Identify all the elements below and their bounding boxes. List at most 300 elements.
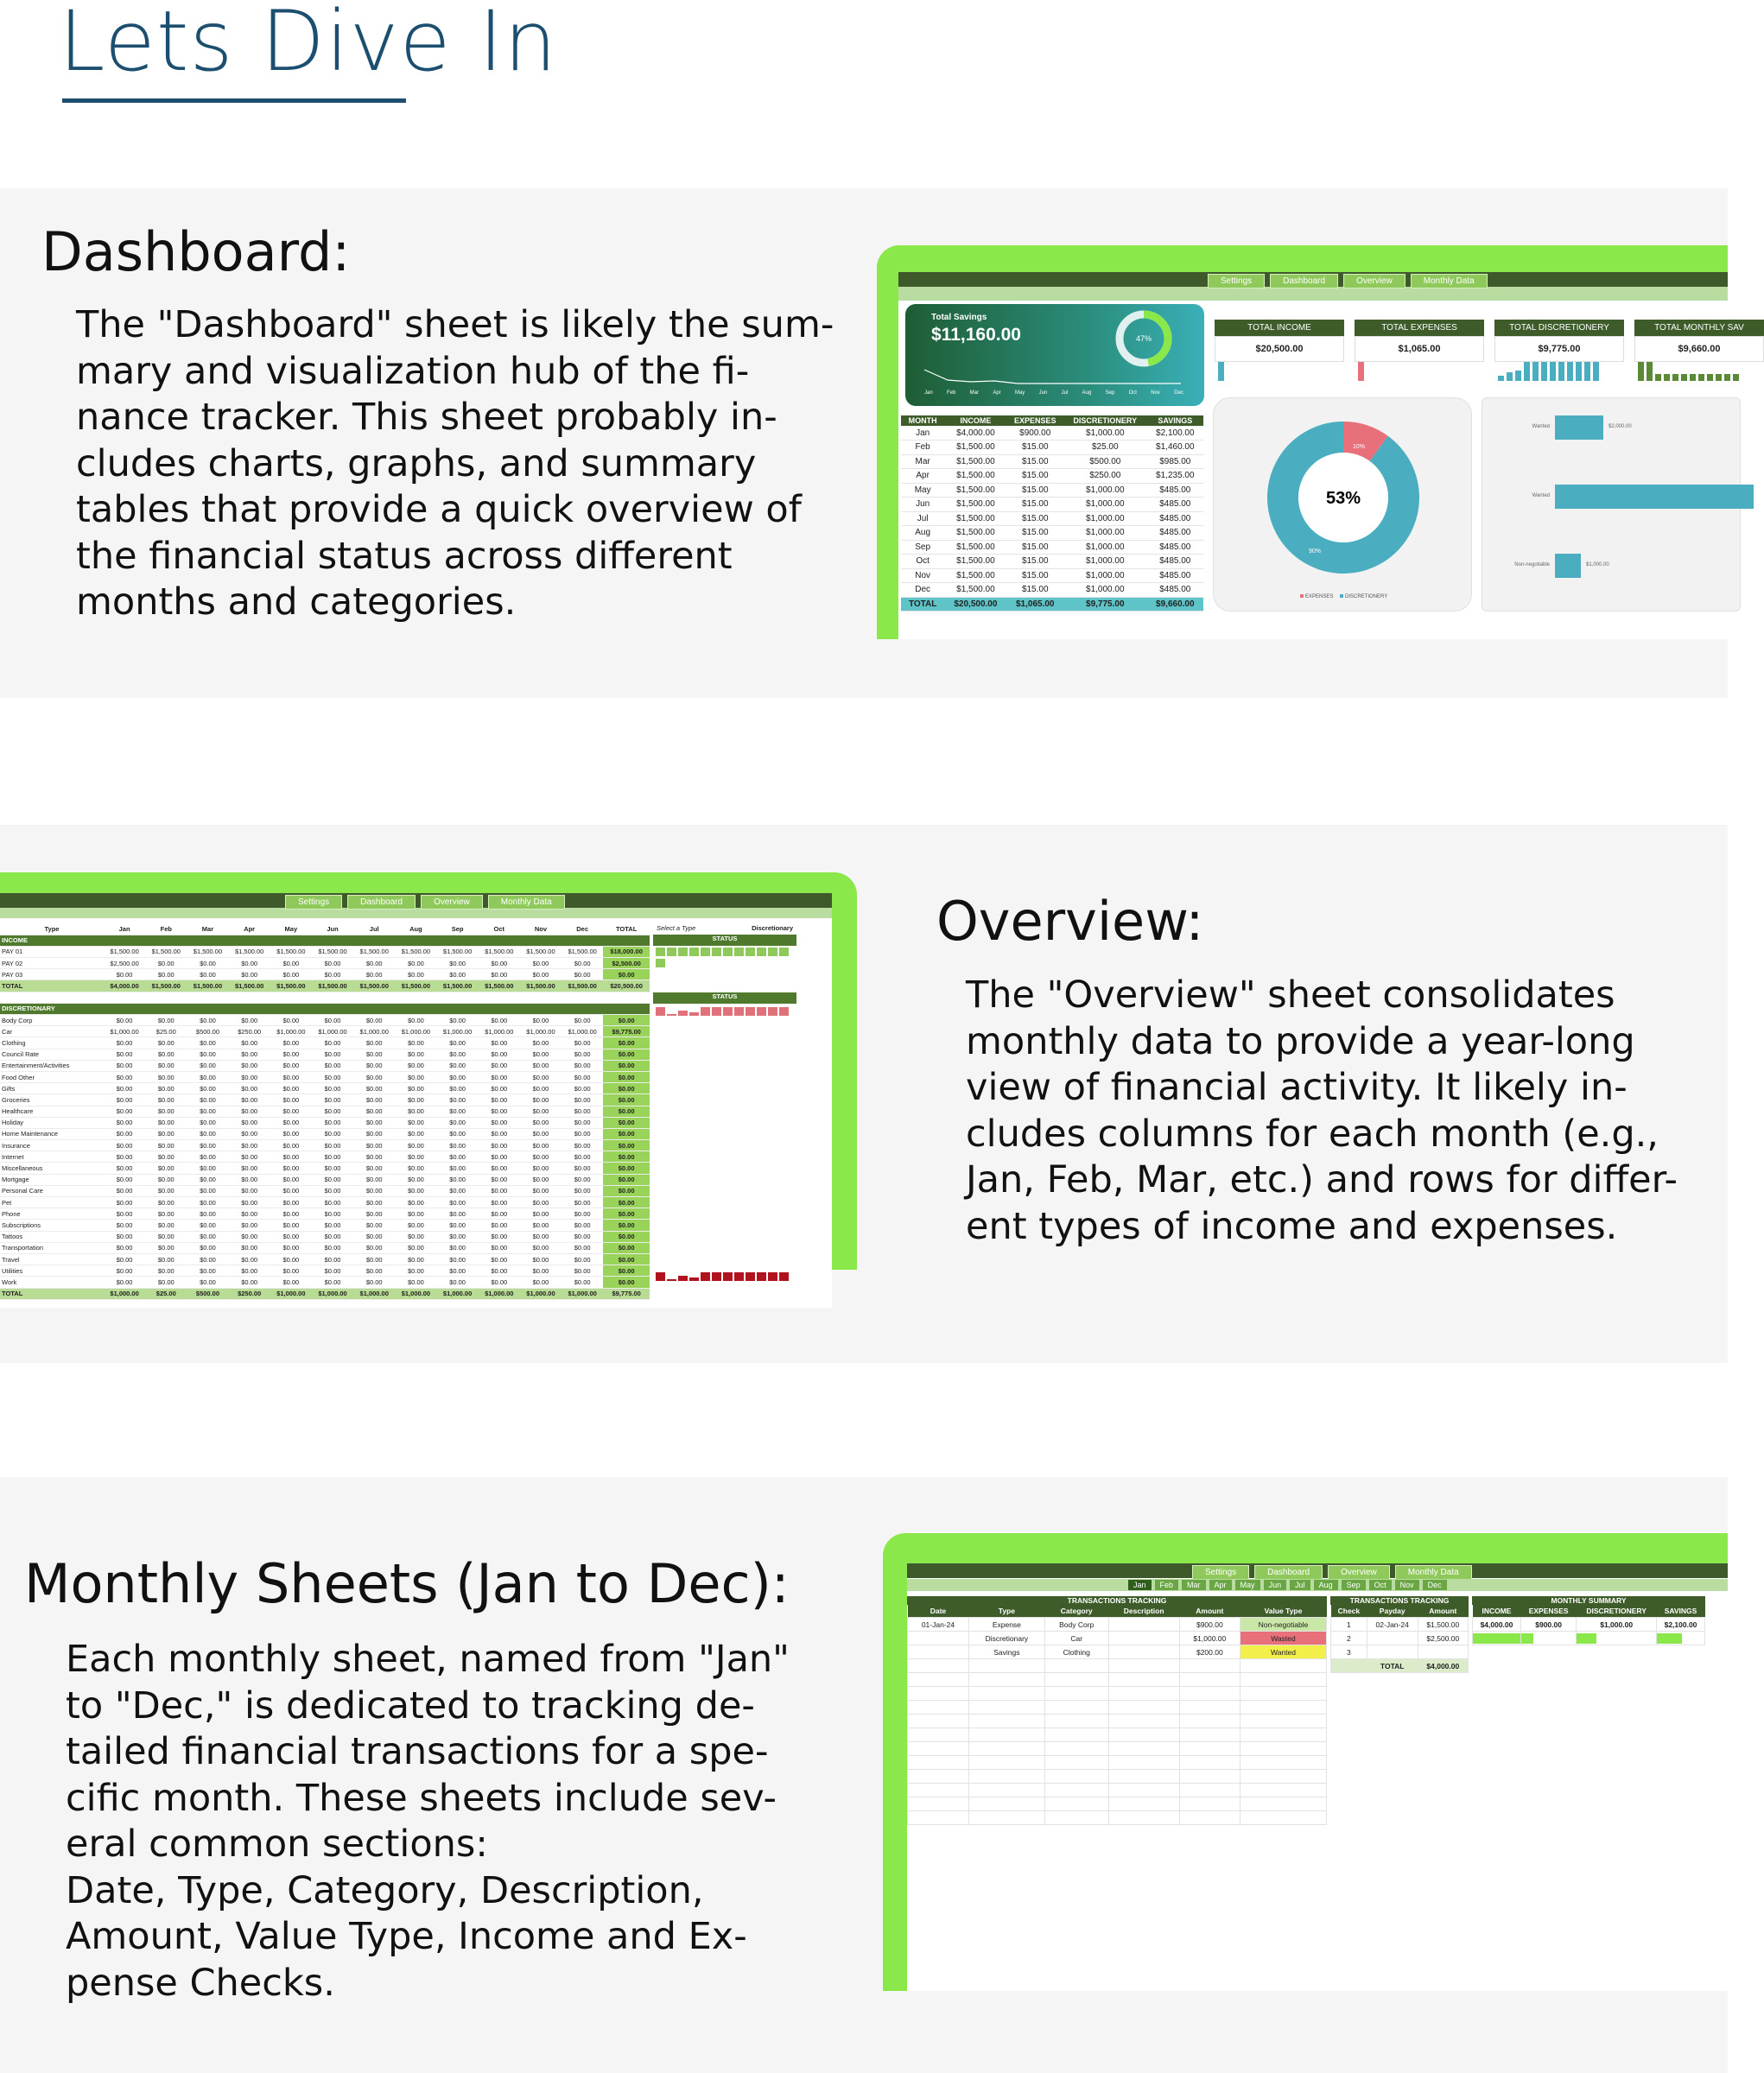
table-cell: $0.00 — [104, 1140, 145, 1151]
table-cell: $1,000.00 — [270, 1026, 312, 1037]
table-cell: $0.00 — [603, 1128, 650, 1139]
table-cell: $985.00 — [1147, 454, 1203, 469]
table-cell[interactable]: $4,000.00 — [1473, 1618, 1521, 1632]
table-cell: $0.00 — [104, 1242, 145, 1253]
empty-cell[interactable] — [1240, 1784, 1326, 1797]
empty-cell[interactable] — [1108, 1797, 1179, 1811]
select-type-value[interactable]: Discretionary — [752, 924, 793, 932]
table-cell: $0.00 — [145, 1117, 187, 1128]
section-label: DISCRETIONARY — [0, 1003, 104, 1014]
table-cell: $0.00 — [479, 1265, 520, 1277]
page-title: Lets Dive In — [59, 0, 558, 90]
legend-swatch — [1300, 594, 1304, 598]
table-cell: $0.00 — [270, 1049, 312, 1060]
table-cell: $0.00 — [603, 1049, 650, 1060]
table-cell[interactable]: 01-Jan-24 — [908, 1618, 969, 1632]
table-cell: $0.00 — [270, 969, 312, 980]
table-cell: $18,000.00 — [603, 946, 650, 957]
nav-tab-monthly-data[interactable]: Monthly Data — [1395, 1565, 1472, 1580]
empty-cell[interactable] — [1240, 1701, 1326, 1715]
table-cell: $0.00 — [479, 1174, 520, 1185]
table-cell: $0.00 — [270, 1151, 312, 1163]
empty-cell[interactable] — [908, 1742, 969, 1756]
table-cell: $0.00 — [229, 1277, 270, 1288]
table-cell: $0.00 — [270, 1015, 312, 1026]
table-cell[interactable]: 1 — [1331, 1618, 1367, 1632]
month-tab-sep[interactable]: Sep — [1342, 1580, 1366, 1590]
table-cell: $15.00 — [1007, 540, 1063, 555]
table-cell: $1,500.00 — [944, 568, 1006, 583]
empty-cell[interactable] — [1179, 1715, 1240, 1728]
nav-tab-overview[interactable]: Overview — [1328, 1565, 1390, 1580]
table-cell: $9,775.00 — [603, 1026, 650, 1037]
mini-bar — [1576, 362, 1582, 381]
table-cell[interactable]: 02-Jan-24 — [1367, 1618, 1418, 1632]
month-tab-jun[interactable]: Jun — [1264, 1580, 1287, 1590]
empty-row — [908, 1756, 1327, 1770]
empty-cell[interactable] — [908, 1784, 969, 1797]
table-cell: $0.00 — [395, 1037, 436, 1049]
row-label: Pet — [0, 1197, 104, 1208]
empty-cell[interactable] — [908, 1728, 969, 1742]
empty-cell[interactable] — [968, 1811, 1044, 1825]
table-cell[interactable]: Discretionary — [968, 1632, 1044, 1645]
table-cell: $1,000.00 — [395, 1026, 436, 1037]
table-cell: $20,500.00 — [603, 980, 650, 992]
row-label: Body Corp — [0, 1015, 104, 1026]
paragraph-line: Date, Type, Category, Description, — [66, 1868, 704, 1912]
table-cell[interactable]: Wasted — [1240, 1632, 1326, 1645]
empty-cell[interactable] — [1108, 1687, 1179, 1701]
month-tick: May — [1014, 390, 1025, 396]
table-cell[interactable]: Body Corp — [1044, 1618, 1108, 1632]
table-cell: $0.00 — [603, 1163, 650, 1174]
empty-cell[interactable] — [1179, 1742, 1240, 1756]
table-cell: $0.00 — [229, 1071, 270, 1082]
paragraph-line: cific month. These sheets include sev- — [66, 1776, 777, 1820]
empty-cell[interactable] — [1044, 1811, 1108, 1825]
table-cell: $0.00 — [437, 1208, 479, 1220]
table-cell: $0.00 — [229, 1037, 270, 1049]
paragraph-line: the financial status across different — [76, 534, 733, 578]
empty-cell[interactable] — [1108, 1784, 1179, 1797]
table-cell: $2,500.00 — [104, 958, 145, 969]
empty-cell[interactable] — [1240, 1687, 1326, 1701]
overview-screenshot — [0, 893, 832, 1308]
empty-cell[interactable] — [1240, 1770, 1326, 1784]
table-cell[interactable]: 2 — [1331, 1632, 1367, 1645]
table-cell: $0.00 — [437, 958, 479, 969]
empty-cell[interactable] — [1044, 1659, 1108, 1673]
empty-cell[interactable] — [908, 1687, 969, 1701]
table-cell: $0.00 — [562, 1253, 603, 1265]
empty-cell[interactable] — [1179, 1756, 1240, 1770]
row-label: Subscriptions — [0, 1220, 104, 1231]
month-tab-oct[interactable]: Oct — [1369, 1580, 1392, 1590]
empty-cell[interactable] — [908, 1673, 969, 1687]
table-cell: $0.00 — [187, 1151, 228, 1163]
table-cell: $500.00 — [187, 1026, 228, 1037]
table-cell: $0.00 — [312, 1071, 353, 1082]
month-tab-aug[interactable]: Aug — [1314, 1580, 1338, 1590]
table-cell: $0.00 — [353, 1083, 395, 1094]
nav-tab-dashboard[interactable]: Dashboard — [1254, 1565, 1323, 1580]
row-label: Phone — [0, 1208, 104, 1220]
empty-cell[interactable] — [968, 1784, 1044, 1797]
table-cell: $0.00 — [395, 1253, 436, 1265]
table-cell: $0.00 — [270, 1197, 312, 1208]
table-cell: $0.00 — [479, 1253, 520, 1265]
month-tab-dec[interactable]: Dec — [1423, 1580, 1447, 1590]
kpi-card — [1215, 320, 1344, 383]
table-cell[interactable]: Car — [1044, 1632, 1108, 1645]
table-cell: $0.00 — [312, 1197, 353, 1208]
table-cell: $0.00 — [229, 1151, 270, 1163]
empty-cell[interactable] — [1044, 1784, 1108, 1797]
empty-cell[interactable] — [908, 1756, 969, 1770]
table-cell: $0.00 — [395, 1220, 436, 1231]
status-mark — [757, 948, 766, 956]
table-row — [901, 555, 1203, 569]
row-label: Entertainment/Activities — [0, 1060, 104, 1071]
discretionary-row — [0, 1106, 650, 1117]
empty-cell[interactable] — [908, 1715, 969, 1728]
table-cell[interactable] — [1418, 1645, 1468, 1659]
table-cell: $1,000.00 — [312, 1288, 353, 1299]
table-cell: $0.00 — [479, 1208, 520, 1220]
table-cell: $4,000.00 — [104, 980, 145, 992]
table-cell: $0.00 — [353, 1117, 395, 1128]
nav-tab-settings[interactable]: Settings — [1192, 1565, 1249, 1580]
table-cell: $0.00 — [479, 1060, 520, 1071]
kpi-value: $1,065.00 — [1355, 336, 1484, 362]
table-cell: $2,500.00 — [603, 958, 650, 969]
mini-bar — [1655, 374, 1661, 381]
status-panel — [653, 923, 796, 1282]
table-cell[interactable]: $1,000.00 — [1179, 1632, 1240, 1645]
discretionary-row — [0, 1128, 650, 1139]
row-label: Transportation — [0, 1242, 104, 1253]
overview-description — [966, 973, 1678, 1250]
table-cell[interactable] — [908, 1645, 969, 1659]
table-cell[interactable] — [1367, 1632, 1418, 1645]
empty-cell[interactable] — [1108, 1811, 1179, 1825]
empty-cell[interactable] — [908, 1659, 969, 1673]
table-cell: $0.00 — [437, 1185, 479, 1196]
bar-label: Non-negotiable — [1514, 562, 1550, 567]
transactions-block — [907, 1596, 1327, 1825]
month-tab-may[interactable]: May — [1235, 1580, 1260, 1590]
discretionary-row — [0, 1277, 650, 1288]
nav-tab-monthly-data[interactable]: Monthly Data — [1411, 274, 1488, 288]
status-mark — [667, 1014, 676, 1016]
empty-cell[interactable] — [1108, 1770, 1179, 1784]
table-cell: $1,500.00 — [312, 946, 353, 957]
table-cell: $0.00 — [520, 1049, 562, 1060]
empty-cell[interactable] — [908, 1701, 969, 1715]
status-mark — [678, 1276, 688, 1281]
empty-row — [908, 1728, 1327, 1742]
table-cell: $0.00 — [104, 1197, 145, 1208]
empty-cell[interactable] — [1179, 1659, 1240, 1673]
row-label: TOTAL — [0, 980, 104, 992]
table-cell: $1,000.00 — [104, 1026, 145, 1037]
table-cell: $0.00 — [353, 1253, 395, 1265]
empty-cell[interactable] — [968, 1673, 1044, 1687]
savings-ring — [1113, 307, 1175, 370]
table-cell: Dec — [901, 583, 944, 598]
nav-tab-overview[interactable]: Overview — [1343, 274, 1405, 288]
table-cell: $0.00 — [520, 1242, 562, 1253]
table-cell[interactable]: Savings — [968, 1645, 1044, 1659]
row-label: PAY 03 — [0, 969, 104, 980]
overview-table — [0, 923, 650, 1300]
empty-cell[interactable] — [968, 1728, 1044, 1742]
empty-cell[interactable] — [1179, 1728, 1240, 1742]
table-cell: $0.00 — [353, 969, 395, 980]
table-cell[interactable] — [1108, 1645, 1179, 1659]
mini-bar — [1507, 372, 1513, 381]
status-mark — [689, 1012, 699, 1016]
table-cell: $1,000.00 — [1063, 540, 1147, 555]
empty-cell[interactable] — [1179, 1811, 1240, 1825]
kpi-value: $9,660.00 — [1634, 336, 1764, 362]
table-cell[interactable]: Wanted — [1240, 1645, 1326, 1659]
table-cell: $1,500.00 — [104, 946, 145, 957]
empty-cell[interactable] — [1240, 1742, 1326, 1756]
section-label: INCOME — [0, 935, 104, 946]
table-cell: $9,775.00 — [603, 1288, 650, 1299]
empty-cell[interactable] — [908, 1811, 969, 1825]
table-cell: $0.00 — [187, 1060, 228, 1071]
empty-cell[interactable] — [1240, 1673, 1326, 1687]
empty-cell[interactable] — [1240, 1728, 1326, 1742]
table-cell: $0.00 — [437, 1071, 479, 1082]
dashboard-heading: Dashboard: — [41, 220, 351, 283]
status-mark — [734, 1007, 744, 1016]
status-mark — [678, 1011, 688, 1016]
empty-cell[interactable] — [1240, 1811, 1326, 1825]
empty-cell[interactable] — [1179, 1797, 1240, 1811]
empty-cell[interactable] — [1108, 1728, 1179, 1742]
table-cell: $0.00 — [395, 1083, 436, 1094]
table-cell[interactable]: $1,500.00 — [1418, 1618, 1468, 1632]
empty-cell[interactable] — [1044, 1715, 1108, 1728]
table-cell[interactable]: Clothing — [1044, 1645, 1108, 1659]
table-cell: $0.00 — [562, 1117, 603, 1128]
table-cell: $1,500.00 — [229, 946, 270, 957]
monthly-summary-table — [1472, 1605, 1705, 1645]
table-cell: $0.00 — [229, 1106, 270, 1117]
empty-cell[interactable] — [908, 1770, 969, 1784]
table-cell: $0.00 — [187, 1015, 228, 1026]
table-cell[interactable]: $200.00 — [1179, 1645, 1240, 1659]
mini-bar — [1733, 374, 1739, 381]
nav-tab-monthly-data[interactable]: Monthly Data — [488, 895, 565, 910]
empty-cell[interactable] — [1044, 1770, 1108, 1784]
discretionary-row — [0, 1220, 650, 1231]
empty-cell[interactable] — [1044, 1701, 1108, 1715]
table-cell: $0.00 — [520, 1220, 562, 1231]
table-cell: $0.00 — [562, 1174, 603, 1185]
empty-cell[interactable] — [1240, 1659, 1326, 1673]
empty-cell[interactable] — [1108, 1715, 1179, 1728]
month-tab-apr[interactable]: Apr — [1209, 1580, 1232, 1590]
table-cell: Mar — [901, 454, 944, 469]
month-tab-feb[interactable]: Feb — [1155, 1580, 1179, 1590]
table-cell: $0.00 — [187, 1231, 228, 1242]
table-cell: $0.00 — [270, 1071, 312, 1082]
table-cell: $15.00 — [1007, 511, 1063, 526]
table-cell[interactable]: $1,000.00 — [1577, 1618, 1657, 1632]
empty-cell[interactable] — [1044, 1756, 1108, 1770]
empty-cell[interactable] — [968, 1756, 1044, 1770]
column-header: Payday — [1367, 1605, 1418, 1618]
table-cell: $0.00 — [353, 958, 395, 969]
empty-cell[interactable] — [968, 1701, 1044, 1715]
table-cell[interactable]: $2,100.00 — [1657, 1618, 1705, 1632]
nav-tab-settings[interactable]: Settings — [1208, 274, 1265, 288]
table-cell: $0.00 — [395, 1231, 436, 1242]
nav-tab-settings[interactable]: Settings — [285, 895, 342, 910]
empty-cell[interactable] — [968, 1770, 1044, 1784]
table-cell[interactable]: $2,500.00 — [1418, 1632, 1468, 1645]
table-cell: $0.00 — [145, 1094, 187, 1106]
empty-cell[interactable] — [1108, 1756, 1179, 1770]
table-cell: $0.00 — [104, 1208, 145, 1220]
status-mark — [746, 1007, 755, 1016]
empty-cell[interactable] — [1044, 1742, 1108, 1756]
empty-cell[interactable] — [1240, 1715, 1326, 1728]
empty-cell[interactable] — [1044, 1728, 1108, 1742]
row-label: Gifts — [0, 1083, 104, 1094]
empty-cell[interactable] — [1240, 1756, 1326, 1770]
empty-cell[interactable] — [1044, 1687, 1108, 1701]
table-cell: $0.00 — [270, 1174, 312, 1185]
mini-bar — [1532, 362, 1539, 381]
table-cell: $1,000.00 — [104, 1288, 145, 1299]
table-cell[interactable] — [908, 1632, 969, 1645]
empty-cell[interactable] — [1108, 1673, 1179, 1687]
nav-tab-overview[interactable]: Overview — [421, 895, 483, 910]
column-header: EXPENSES — [1520, 1605, 1576, 1618]
table-cell: $0.00 — [562, 1037, 603, 1049]
table-cell: $0.00 — [312, 1231, 353, 1242]
table-cell: $485.00 — [1147, 583, 1203, 598]
table-cell[interactable]: $900.00 — [1179, 1618, 1240, 1632]
table-cell: $0.00 — [145, 1174, 187, 1185]
table-cell: $1,500.00 — [944, 483, 1006, 498]
table-cell: $0.00 — [145, 1140, 187, 1151]
table-cell[interactable] — [1367, 1645, 1418, 1659]
discretionary-row — [0, 1037, 650, 1049]
row-label: Holiday — [0, 1117, 104, 1128]
table-cell: $0.00 — [312, 1015, 353, 1026]
month-tabs — [1128, 1580, 1447, 1590]
empty-cell[interactable] — [1240, 1797, 1326, 1811]
table-cell: $0.00 — [603, 1185, 650, 1196]
mini-bar — [1567, 362, 1573, 381]
table-cell: $0.00 — [145, 958, 187, 969]
table-cell: $0.00 — [353, 1060, 395, 1071]
column-header: Type — [968, 1605, 1044, 1618]
table-cell: $1,500.00 — [944, 441, 1006, 455]
empty-cell[interactable] — [908, 1797, 969, 1811]
table-cell[interactable]: Expense — [968, 1618, 1044, 1632]
empty-cell[interactable] — [968, 1715, 1044, 1728]
mini-bar — [1690, 374, 1696, 381]
table-cell[interactable]: Non-negotiable — [1240, 1618, 1326, 1632]
value-type-bar — [1555, 554, 1581, 578]
column-header: Oct — [479, 923, 520, 935]
empty-cell[interactable] — [1044, 1673, 1108, 1687]
month-tab-mar[interactable]: Mar — [1182, 1580, 1206, 1590]
status-mark — [689, 1277, 699, 1281]
table-cell[interactable] — [1108, 1618, 1179, 1632]
column-header: DISCRETIONERY — [1577, 1605, 1657, 1618]
table-cell: $0.00 — [395, 958, 436, 969]
month-tick: Oct — [1128, 390, 1137, 396]
table-cell: $15.00 — [1007, 498, 1063, 512]
empty-cell[interactable] — [1179, 1673, 1240, 1687]
empty-cell[interactable] — [968, 1687, 1044, 1701]
table-cell[interactable]: 3 — [1331, 1645, 1367, 1659]
value-type-bar — [1555, 415, 1603, 440]
nav-tab-dashboard[interactable]: Dashboard — [1270, 274, 1338, 288]
empty-cell[interactable] — [968, 1742, 1044, 1756]
select-type-label: Select a Type — [657, 924, 696, 932]
empty-cell[interactable] — [1179, 1770, 1240, 1784]
empty-cell[interactable] — [1108, 1742, 1179, 1756]
month-tab-jan[interactable]: Jan — [1128, 1580, 1152, 1590]
table-cell: Jan — [901, 426, 944, 441]
table-cell: $0.00 — [437, 1242, 479, 1253]
row-label: Groceries — [0, 1094, 104, 1106]
table-cell: $0.00 — [479, 1094, 520, 1106]
nav-tab-dashboard[interactable]: Dashboard — [347, 895, 416, 910]
table-cell[interactable]: $900.00 — [1520, 1618, 1576, 1632]
empty-cell[interactable] — [1044, 1797, 1108, 1811]
month-tab-nov[interactable]: Nov — [1395, 1580, 1419, 1590]
income-row — [0, 958, 650, 969]
table-cell[interactable] — [1108, 1632, 1179, 1645]
discretionary-row — [0, 1071, 650, 1082]
total-cell: $4,000.00 — [1418, 1659, 1468, 1673]
status-mark — [701, 1007, 710, 1016]
empty-cell[interactable] — [1179, 1701, 1240, 1715]
value-type-bar-card — [1482, 397, 1741, 612]
empty-row — [908, 1659, 1327, 1673]
mini-bar — [1218, 362, 1224, 381]
table-cell: $0.00 — [520, 1174, 562, 1185]
empty-cell[interactable] — [1108, 1659, 1179, 1673]
month-tab-jul[interactable]: Jul — [1290, 1580, 1310, 1590]
empty-cell[interactable] — [1179, 1784, 1240, 1797]
mini-bar — [1515, 371, 1521, 381]
mini-bar — [1638, 362, 1644, 381]
table-cell: $485.00 — [1147, 540, 1203, 555]
empty-cell[interactable] — [968, 1797, 1044, 1811]
checks-total-row — [1331, 1659, 1469, 1673]
empty-cell[interactable] — [968, 1659, 1044, 1673]
donut-center-label: 53% — [1325, 489, 1361, 508]
table-cell: $1,000.00 — [479, 1288, 520, 1299]
discretionary-row — [0, 1015, 650, 1026]
legend-label: DISCRETIONERY — [1345, 594, 1388, 599]
empty-cell[interactable] — [1108, 1701, 1179, 1715]
empty-cell[interactable] — [1179, 1687, 1240, 1701]
monthly-summary-block — [1472, 1596, 1705, 1645]
